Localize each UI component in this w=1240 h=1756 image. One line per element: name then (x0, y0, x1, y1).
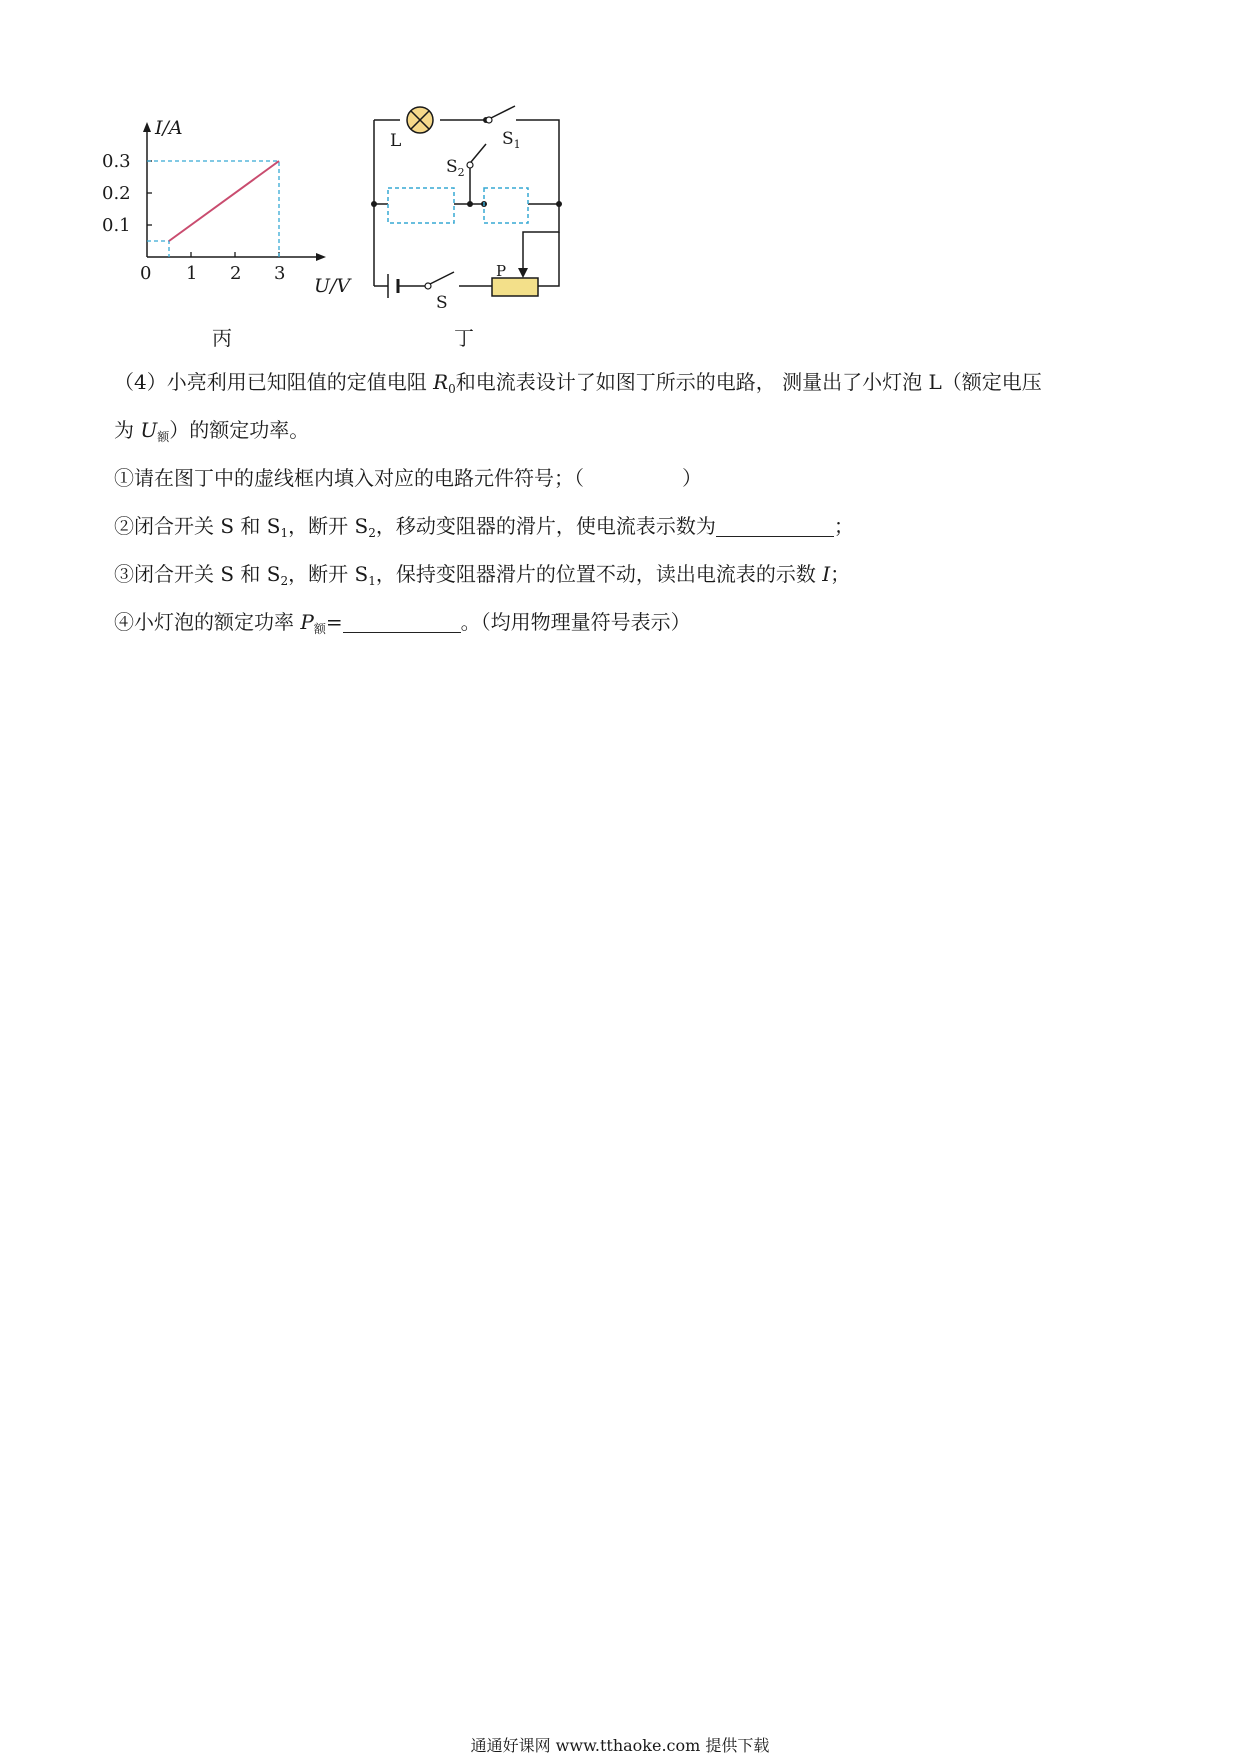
y-axis-label: I/A (155, 117, 183, 139)
step-2: ②闭合开关 S 和 $S_1$，断开 $S_2$，移动变阻器的滑片，使电流表示数为 ； (114, 514, 854, 540)
switch-s1-icon (486, 106, 515, 123)
switch-s2-icon (467, 144, 486, 168)
rheostat (492, 278, 538, 296)
y-tick-label: 0.2 (102, 183, 131, 204)
slider-arrow-icon (518, 268, 528, 278)
wire-top-right (516, 120, 559, 204)
circuit-diagram (360, 98, 580, 318)
graph-caption: 丙 (212, 326, 232, 350)
slider-label: P (496, 262, 507, 280)
x-tick-label: 3 (274, 263, 286, 284)
junction-dot (556, 201, 562, 207)
lamp-label: L (390, 131, 402, 151)
x-tick-label: 1 (186, 263, 198, 284)
step-4: ④小灯泡的额定功率 $P_额=$ 。（均用物理量符号表示） (114, 610, 691, 636)
question-4-line2: 为 $U_额$）的额定功率。 (114, 418, 310, 444)
circuit-caption: 丁 (454, 326, 474, 350)
footer: 通通好课网 www.tthaoke.com 提供下载 (470, 1736, 770, 1755)
dashed-box-left (388, 188, 454, 223)
junction-dot (467, 201, 473, 207)
step-3: ③闭合开关 S 和 $S_2$，断开 $S_1$，保持变阻器滑片的位置不动，读出电流表的示数 I； (114, 562, 851, 588)
current-voltage-graph (100, 112, 351, 312)
x-tick-label: 0 (140, 263, 152, 284)
lamp-icon (407, 107, 433, 133)
guide-line (147, 241, 169, 257)
switch-s1-label: $S_1$ (502, 129, 521, 151)
battery-icon (388, 274, 398, 298)
y-tick-label: 0.1 (102, 215, 131, 236)
x-axis-arrow (316, 253, 326, 261)
dashed-box-right (484, 188, 528, 223)
y-axis-arrow (143, 122, 151, 132)
wire-right-down (523, 204, 559, 268)
answer-blank[interactable] (343, 612, 461, 633)
x-tick-label: 2 (230, 263, 242, 284)
junction-dot (371, 201, 377, 207)
x-axis-label: U/V (314, 275, 351, 297)
answer-blank[interactable] (716, 516, 834, 537)
step-1: ①请在图丁中的虚线框内填入对应的电路元件符号；（ ） (114, 466, 702, 490)
switch-s2-label: $S_2$ (446, 157, 465, 179)
question-4-line1: （4）小亮利用已知阻值的定值电阻 $R_0$和电流表设计了如图丁所示的电路， 测量出了小灯泡 L（额定电压 (114, 370, 1042, 396)
y-tick-label: 0.3 (102, 151, 131, 172)
switch-s-label: S (436, 293, 448, 313)
series-line (169, 161, 279, 241)
switch-s-icon (425, 272, 454, 289)
